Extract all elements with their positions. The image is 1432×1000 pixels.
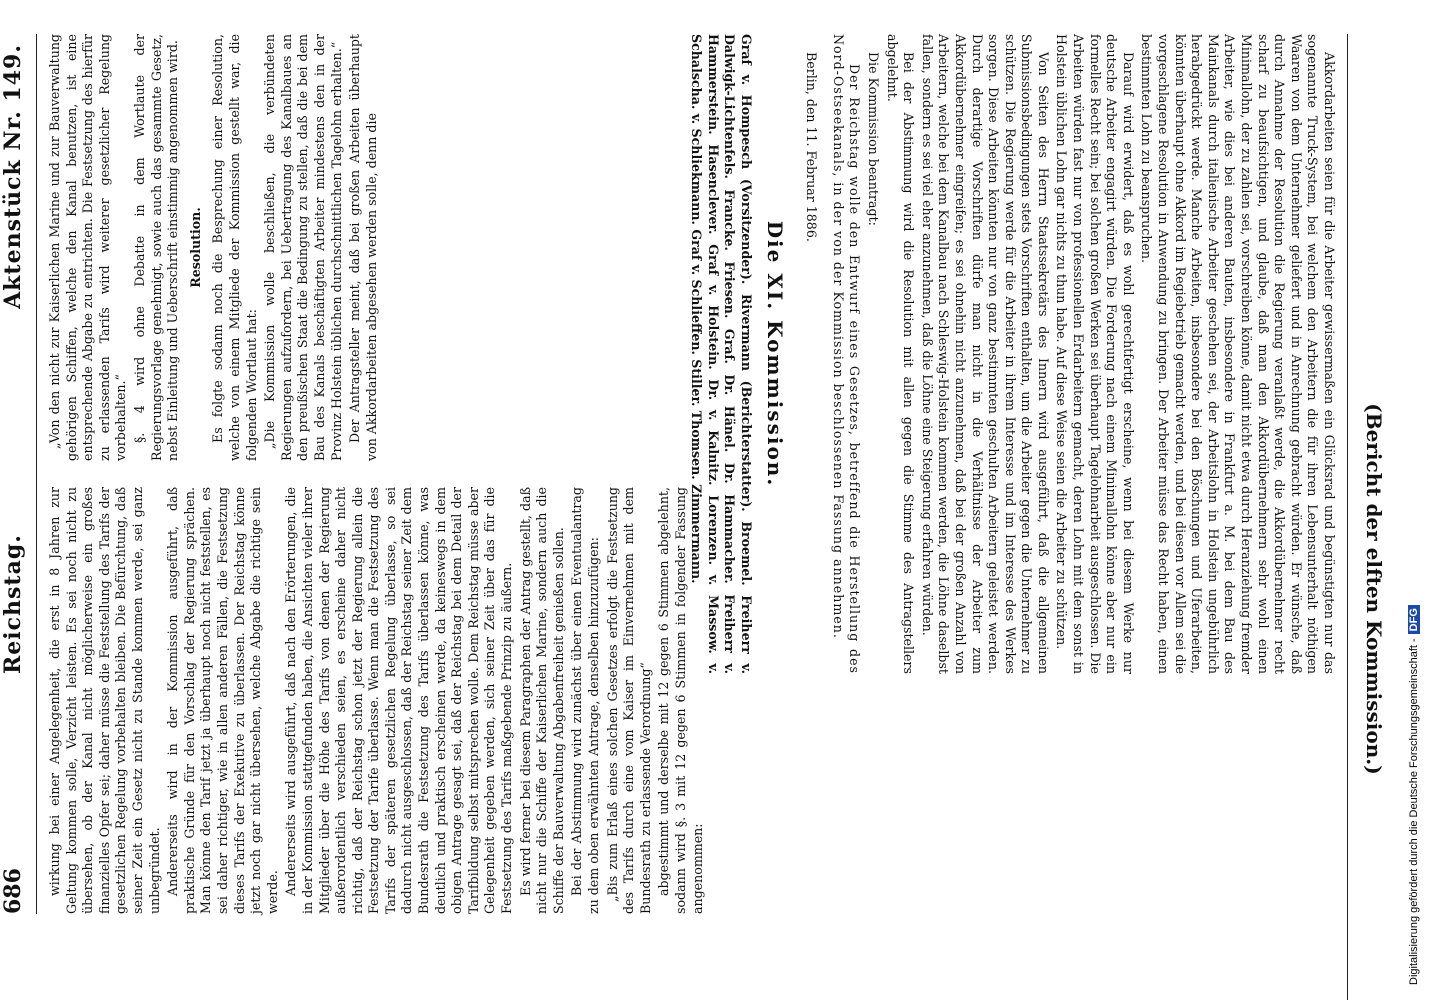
left-page xyxy=(0,34,708,914)
quoted-text: „Die Kommission wolle beschließen, die verbündeten Regierungen aufzufordern, bei Uebertragung des Kanalbaues an den preußischen Staat die Bedingung zu stellen, daß die bei dem Bau des Kanals beschäftigten Arbeiter mindestens den in der Provinz Holstein üblichen durchschnittlichen Tagelohn erhalten.“ xyxy=(262,34,344,461)
paragraph: Akkordarbeiten seien für die Arbeiter gewissermaßen ein Glücksrad und begünstigten nur das sogenannte Truck-System, bei welchem den Arbeitern die für ihren Lebensunterhalt nöthigen Waaren von dem Unternehmer geliefert und in Anrechnung gebracht würden. Er wünsche, daß durch Annahme der Resolution die Regierung veranlaßt werde, die Akkordübernehmer recht scharf zu beaufsichtigen, und glaube, daß man den Akkordübernehmern sehr wohl einen Minimallohn, der zu zahlen sei, vorschreiben könne, damit nicht etwa durch Heranziehung fremder Arbeiter, wie dies bei anderen Bauten, insbesondere in Frankfurt a. M. bei dem Bau des Mainkanals durch italienische Arbeiter geschehen sei, der Arbeitslohn in Holstein ungebührlich herabgedrückt werde. Manche Arbeiten, insbesondere bei den Böschungen und Uferarbeiten, könnten überhaupt ohne Akkord im Regiebetrieb gemacht werden, und bei diesen vor Allem sei die vorgeschlagene Resolution in Anwendung zu bringen. Der Arbeiter müsse das Recht haben, einen bestimmten Lohn zu beanspruchen. xyxy=(1139,34,1337,674)
paragraph: Andererseits wird in der Kommission ausgeführt, daß praktische Gründe für den Vorschlag der Regierung sprächen. Man könne den Tarif jetzt ja überhaupt noch nicht feststellen, es sei daher richtiger, wie in allen anderen Fällen, die Festsetzung dieses Tarifs der Exekutive zu überlassen. Der Reichstag könne jetzt noch gar nicht übersehen, welche Abgabe die richtige sein werde. xyxy=(165,487,280,914)
paragraph: Es wird ferner bei diesem Paragraphen der Antrag gestellt, daß nicht nur die Schiffe der Kaiserlichen Marine, sondern auch die Schiffe der Bauverwaltung Abgabenfreiheit genießen sollen. xyxy=(517,487,566,914)
paragraph: Der Antragsteller meint, daß bei großen Arbeiten überhaupt von Akkordarbeiten abgesehen werden solle, denn die xyxy=(347,34,379,461)
document-title: Aktenstück Nr. 149. xyxy=(0,44,26,309)
member-list: Graf v. Hompesch (Vorsitzender). Rivermann (Berichterstatter). Broemel. Freiherr v. Dalwigk-Lichtenfels. Francke. Friesen. Graf. Dr. Hänel. Dr. Hammacher. Freiherr v. Hammerstein. Hasenclever. Graf v. Holstein. Dr. v. Kalnitz. Lorenzen. v. Massow. v. Schalscha. v. Schliekmann. Graf v. Schlieffen. Stiller. Thomsen. Zimmermann. xyxy=(689,34,754,674)
credit-sidebar xyxy=(1402,0,1432,1000)
right-page-body xyxy=(688,34,1337,674)
right-page-heading: (Bericht der elften Kommission.) xyxy=(1347,34,1392,1000)
column-2 xyxy=(47,34,708,461)
column-1 xyxy=(47,487,708,914)
paragraph: Andererseits wird ausgeführt, daß nach den Erörterungen, die in der Kommission stattgefunden haben, die Ansichten vieler ihrer Mitglieder über die Höhe des Tarifs von denen der Regierung außerordentlich verschieden seien, es erscheine daher nicht richtig, daß der Reichstag schon jetzt der Regierung allein die Festsetzung der Tarife überlasse. Wenn man die Festsetzung des Tarifs der späteren gesetzlichen Regelung überlasse, so sei dadurch nicht ausgeschlossen, daß der Reichstag seiner Zeit dem Bundesrath die Festsetzung des Tarifs überlassen könne, was deutlich und praktisch erscheinen werde, da keineswegs in dem obigen Antrage gesagt sei, daß der Reichstag bei dem Detail der Tarifbildung selbst mitsprechen wolle. Dem Reichstag müsse aber Gelegenheit gegeben werden, sich seiner Zeit über das für die Festsetzung des Tarifs maßgebende Prinzip zu äußern. xyxy=(283,487,515,914)
running-title: Reichstag. xyxy=(0,534,26,674)
right-page xyxy=(686,34,1392,1000)
credit-text: Digitalisierung gefördert durch die Deutsche Forschungsgemeinschaft - xyxy=(1408,638,1420,985)
section-heading: Resolution. xyxy=(187,207,203,288)
paragraph: Es folgte sodann noch die Besprechung einer Resolution, welche von einem Mitgliede der Kommission gestellt war, die folgenden Wortlaut hat: xyxy=(210,34,259,461)
date-line: Berlin, den 11. Februar 1886. xyxy=(804,52,820,242)
paragraph: wirkung bei einer Angelegenheit, die erst in 8 Jahren zur Geltung kommen solle, Verzicht leisten. Es sei noch nicht zu übersehen, ob der Kanal nicht möglicherweise ein großes finanzielles Opfer sei; daher müsse die Feststellung des Tarifs der gesetzlichen Regelung vorbehalten bleiben. Die Befürchtung, daß seiner Zeit ein Gesetz nicht zu Stande kommen werde, sei ganz unbegründet. xyxy=(47,487,162,914)
two-column-text xyxy=(47,34,708,914)
left-page-header xyxy=(0,34,37,914)
paragraph: Bei der Abstimmung wird die Resolution mit allen gegen die Stimme des Antragstellers abgelehnt. xyxy=(884,34,917,674)
paragraph: Bei der Abstimmung wird zunächst über einen Eventualantrag zu dem oben erwähnten Antrage, denselben hinzuzufügen: xyxy=(569,487,601,914)
page-number: 686 xyxy=(0,868,26,914)
paragraph: abgestimmt und derselbe mit 12 gegen 6 Stimmen abgelehnt, sodann wird §. 3 mit 12 gegen 6 Stimmen in folgender Fassung angenommen: xyxy=(656,487,705,914)
motion-intro: Die Kommission beantragt: xyxy=(865,52,881,226)
quoted-text: „Von den nicht zur Kaiserlichen Marine und zur Bauverwaltung gehörigen Schiffen, welche den Kanal benutzen, ist eine entsprechende Abgabe zu entrichten. Die Festsetzung des hierfür zu erlassenden Tarifs wird weiterer gesetzlicher Regelung vorbehalten.“ xyxy=(47,34,129,461)
motion-text: Der Reichstag wolle den Entwurf eines Gesetzes, betreffend die Herstellung des Nord-Ostseekanals, in der von der Kommission beschlossenen Fassung annehmen. xyxy=(830,34,863,674)
paragraph: §. 4 wird ohne Debatte in dem Wortlaute der Regierungsvorlage genehmigt, sowie auch das gesammte Gesetz, nebst Einleitung und Ueberschrift einstimmig angenommen wird. xyxy=(131,34,181,461)
dfg-logo: DFG xyxy=(1408,605,1420,634)
paragraph: Darauf wird erwidert, daß es wohl gerechtfertigt erscheine, wenn bei diesem Werke nur deutsche Arbeiter engagirt würden. Die Forderung nach einem Minimallohn könne aber nur ein formelles Recht sein; bei solchen großen Werken sei überhaupt Tagelohnarbeit ausgeschlossen. Die Arbeiten würden fast nur von professionellen Erdarbeitern gemacht, deren Lohn mit dem sonst in Holstein üblichen Lohn gar nichts zu thun habe. Auf diese Weise seien die Arbeiter zu schützen. xyxy=(1054,34,1136,674)
quoted-text: „Bis zum Erlaß eines solchen Gesetzes erfolgt die Festsetzung des Tarifs durch eine vom Kaiser im Einvernehmen mit dem Bundesrath zu erlassende Verordnung“ xyxy=(604,487,653,914)
digitization-credit xyxy=(1408,605,1420,985)
commission-title: Die XI. Kommission. xyxy=(762,220,787,488)
paragraph: Von Seiten des Herrn Staatssekretärs des Innern wird ausgeführt, daß die allgemeinen Submissionsbedingungen stets Vorschriften enthalten, um die Arbeiter gegen die Unternehmer zu schützen. Die Regierung werde für die Arbeiter in ihrem Interesse und im Interesse des Werkes sorgen. Diese Arbeiten könnten nur von ganz bestimmten geschulten Arbeitern geleistet werden. Durch derartige Vorschriften dürfe man nicht in die Verhältnisse der Arbeiter zum Akkordübernehmer eingreifen; es sei ohnehin nicht anzunehmen, daß bei der großen Anzahl von Arbeitern, welche bei dem Kanalbau nach Schleswig-Holstein kommen werden, die Löhne daselbst fallen, sondern es sei viel eher anzunehmen, daß die Löhne eine Steigerung erfahren würden. xyxy=(919,34,1051,674)
